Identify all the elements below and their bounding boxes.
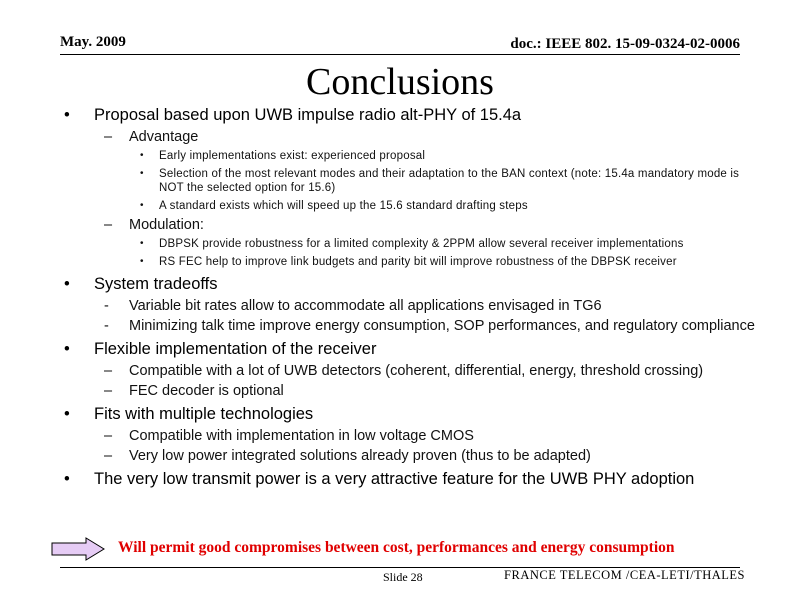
bullet-marker: •: [64, 405, 70, 423]
detail-text: A standard exists which will speed up the 15.6 standard drafting steps: [159, 200, 528, 212]
sub-bullet-text: Very low power integrated solutions already proven (thus to be adapted): [129, 448, 591, 464]
bullet-marker: •: [140, 200, 144, 211]
sub-bullet-text: Compatible with a lot of UWB detectors (coherent, differential, energy, threshold crossing): [129, 363, 704, 379]
detail-text: Selection of the most relevant modes and their adaptation to the BAN context (note: 15.4a mandatory mode is NOT the selected option for 15.6): [159, 168, 740, 194]
header-doc-id: doc.: IEEE 802. 15-09-0324-02-0006: [510, 36, 740, 52]
detail-item: [0, 255, 800, 269]
bullet-marker: •: [140, 238, 144, 249]
sub-bullet-text: Minimizing talk time improve energy consumption, SOP performances, and regulatory compliance: [129, 318, 755, 334]
dash-marker: –: [104, 448, 113, 464]
bullet-marker: •: [64, 470, 70, 488]
bullet-marker: •: [140, 168, 144, 179]
sub-bullet-item: [0, 129, 800, 145]
detail-item: [0, 149, 800, 163]
dash-marker: –: [104, 129, 113, 145]
callout-text: Will permit good compromises between cost, performances and energy consumption: [118, 539, 675, 556]
sub-bullet-text: Modulation:: [129, 217, 204, 233]
dash-marker: –: [104, 363, 113, 379]
bullet-text: Proposal based upon UWB impulse radio alt-PHY of 15.4a: [94, 106, 522, 124]
sub-bullet-item: [0, 383, 800, 399]
detail-text: RS FEC help to improve link budgets and parity bit will improve robustness of the DBPSK receiver: [159, 256, 677, 268]
detail-text: Early implementations exist: experienced proposal: [159, 150, 426, 162]
slide-number: Slide 28: [383, 570, 423, 584]
bullet-item: [0, 274, 800, 294]
detail-item: [0, 167, 800, 195]
sub-bullet-item: [0, 428, 800, 444]
detail-item: [0, 199, 800, 213]
sub-bullet-item: [0, 363, 800, 379]
dash-marker: –: [104, 428, 113, 444]
callout: [50, 537, 770, 561]
dash-marker: –: [104, 383, 113, 399]
bullet-list: [0, 105, 800, 489]
sub-bullet-item: [0, 298, 800, 314]
header-rule: [60, 54, 740, 55]
dash-marker: -: [104, 298, 109, 314]
bullet-item: [0, 105, 800, 125]
sub-bullet-item: [0, 448, 800, 464]
dash-marker: –: [104, 217, 113, 233]
header-date: May. 2009: [60, 34, 126, 50]
sub-bullet-text: Advantage: [129, 129, 199, 145]
sub-bullet-text: FEC decoder is optional: [129, 383, 284, 399]
sub-bullet-text: Compatible with implementation in low voltage CMOS: [129, 428, 474, 444]
bullet-item: [0, 404, 800, 424]
detail-item: [0, 237, 800, 251]
slide-title: Conclusions: [306, 61, 494, 103]
bullet-marker: •: [140, 150, 144, 161]
bullet-marker: •: [64, 340, 70, 358]
bullet-text: Flexible implementation of the receiver: [94, 340, 377, 358]
bullet-text: Fits with multiple technologies: [94, 405, 314, 423]
dash-marker: -: [104, 318, 109, 334]
sub-bullet-item: [0, 318, 800, 334]
bullet-text: System tradeoffs: [94, 275, 218, 293]
bullet-item: [0, 469, 800, 489]
bullet-text: The very low transmit power is a very attractive feature for the UWB PHY adoption: [94, 470, 695, 488]
bullet-item: [0, 339, 800, 359]
footer-organization: FRANCE TELECOM /CEA-LETI/THALES: [504, 568, 745, 582]
sub-bullet-text: Variable bit rates allow to accommodate all applications envisaged in TG6: [129, 298, 602, 314]
bullet-marker: •: [140, 256, 144, 267]
bullet-marker: •: [64, 106, 70, 124]
sub-bullet-item: [0, 217, 800, 233]
detail-text: DBPSK provide robustness for a limited complexity & 2PPM allow several receiver implementations: [159, 238, 684, 250]
bullet-marker: •: [64, 275, 70, 293]
right-arrow-icon: [50, 537, 106, 561]
